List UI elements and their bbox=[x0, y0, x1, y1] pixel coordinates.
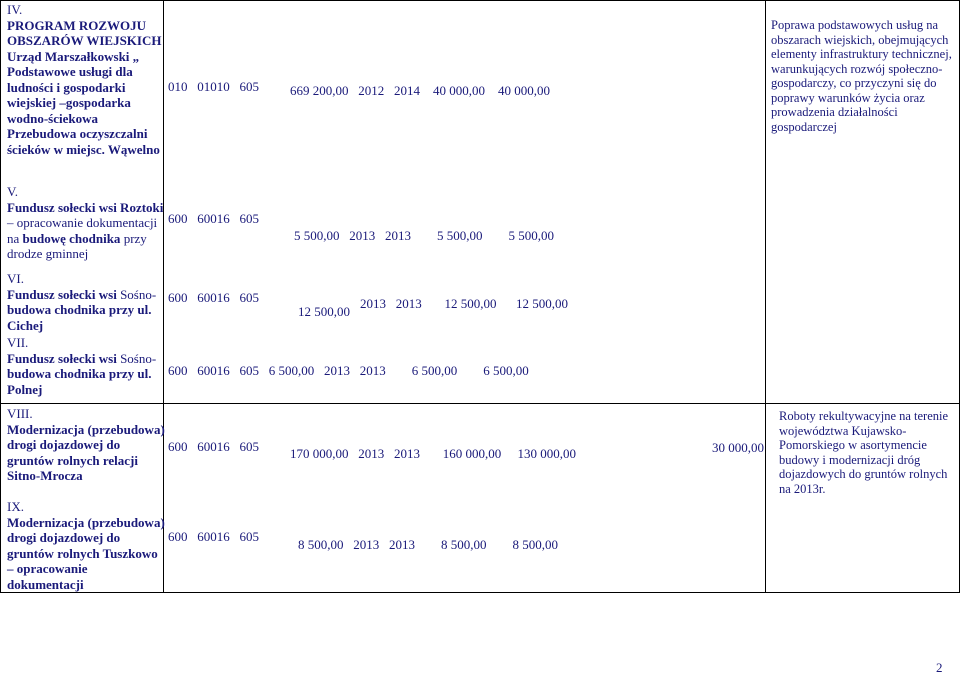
row-viii-kwota: 130 000,00 bbox=[517, 446, 576, 461]
project-iv-number: IV. bbox=[7, 2, 23, 17]
row-iv-koszt: 669 200,00 bbox=[290, 83, 349, 98]
row-ix-dzial: 600 bbox=[168, 529, 188, 544]
row-iv-limit: 40 000,00 bbox=[433, 83, 485, 98]
row-iv-od: 2012 bbox=[358, 83, 385, 98]
row-iv-do: 2014 bbox=[394, 83, 420, 98]
row-vi-dzial: 600 bbox=[168, 290, 188, 305]
project-viii bbox=[7, 406, 165, 484]
row-vii-koszt: 6 500,00 bbox=[268, 363, 315, 378]
row-vii-paragraf: 605 bbox=[239, 363, 259, 378]
row-vi-do: 2013 bbox=[395, 296, 422, 311]
row-v-dzial: 600 bbox=[168, 211, 188, 226]
row-v-koszt: 5 500,00 bbox=[294, 228, 340, 243]
project-vii-title-bold: Fundusz sołecki wsi bbox=[7, 350, 117, 366]
block2-description: Roboty rekultywacyjne na terenie województwa Kujawsko-Pomorskiego w asortymencie budowy i modernizacji dróg dojazdowych do gruntów rolnych na 2013r. bbox=[779, 409, 949, 496]
row-iv-paragraf: 605 bbox=[239, 79, 259, 94]
extra-amount: 30 000,00 bbox=[712, 440, 764, 455]
row-iv-rozdzial: 01010 bbox=[197, 79, 230, 94]
project-v-title-bold-1: Fundusz sołecki wsi Roztoki bbox=[7, 199, 164, 215]
row-ix-amounts bbox=[298, 537, 558, 553]
row-vii-line bbox=[168, 363, 529, 379]
row-iv-dzial: 010 bbox=[168, 79, 188, 94]
page-number: 2 bbox=[936, 660, 943, 675]
project-ix-number: IX. bbox=[7, 499, 24, 514]
row-viii-paragraf: 605 bbox=[239, 439, 259, 454]
row-v-amounts bbox=[294, 228, 554, 244]
row-vi-codes bbox=[168, 290, 259, 306]
row-vi-paragraf: 605 bbox=[239, 290, 259, 305]
project-v-title bbox=[7, 200, 165, 262]
row-viii-od: 2013 bbox=[358, 446, 385, 461]
row-viii-do: 2013 bbox=[394, 446, 420, 461]
row-iv-amounts bbox=[290, 83, 550, 99]
row-viii-codes bbox=[168, 439, 259, 455]
project-viii-title: Modernizacja (przebudowa) drogi dojazdowej do gruntów rolnych relacji Sitno-Mrocza bbox=[7, 421, 165, 483]
table-top-border bbox=[0, 0, 960, 1]
row-ix-codes bbox=[168, 529, 259, 545]
project-vi bbox=[7, 271, 165, 333]
project-iv bbox=[7, 2, 165, 157]
project-iv-title: PROGRAM ROZWOJU OBSZARÓW WIEJSKICH Urząd Marszałkowski „ Podstawowe usługi dla ludności i gospodarki wiejskiej –gospodarka wodno-ściekowa Przebudowa oczyszczalni ścieków w miejsc. Wąwelno bbox=[7, 17, 162, 157]
row-viii-rozdzial: 60016 bbox=[197, 439, 230, 454]
project-v bbox=[7, 184, 165, 262]
project-v-title-bold-2: budowę chodnika bbox=[22, 230, 121, 246]
row-vii-do: 2013 bbox=[359, 363, 386, 378]
project-vi-number: VI. bbox=[7, 271, 24, 286]
row-v-limit: 5 500,00 bbox=[437, 228, 483, 243]
row-v-rozdzial: 60016 bbox=[197, 211, 230, 226]
row-viii-koszt: 170 000,00 bbox=[290, 446, 349, 461]
project-v-number: V. bbox=[7, 184, 18, 199]
row-ix-paragraf: 605 bbox=[239, 529, 259, 544]
row-v-od: 2013 bbox=[349, 228, 376, 243]
project-vii-title-normal: Sośno- bbox=[116, 350, 157, 366]
row-vi-amounts bbox=[360, 296, 568, 312]
project-vii-title-rest: budowa chodnika przy ul. Polnej bbox=[7, 366, 152, 397]
project-vi-title-normal: Sośno- bbox=[116, 286, 157, 302]
row-vii-rozdzial: 60016 bbox=[197, 363, 230, 378]
row-iv-codes bbox=[168, 79, 259, 95]
row-vi-rozdzial: 60016 bbox=[197, 290, 230, 305]
project-vi-title-rest: budowa chodnika przy ul. Cichej bbox=[7, 302, 152, 333]
project-v-title-normal-2: przy drodze gminnej bbox=[7, 230, 147, 261]
column-divider-2 bbox=[765, 0, 766, 592]
table-bottom-border bbox=[0, 592, 960, 593]
row-iv-kwota: 40 000,00 bbox=[498, 83, 550, 98]
project-vi-title bbox=[7, 287, 165, 334]
row-viii-dzial: 600 bbox=[168, 439, 188, 454]
row-v-do: 2013 bbox=[385, 228, 411, 243]
row-vii-kwota: 6 500,00 bbox=[483, 363, 529, 378]
row-vii-od: 2013 bbox=[324, 363, 350, 378]
row-v-codes bbox=[168, 211, 259, 227]
project-ix bbox=[7, 499, 165, 592]
table-left-border bbox=[0, 0, 1, 592]
row-vii-limit: 6 500,00 bbox=[411, 363, 458, 378]
row-ix-rozdzial: 60016 bbox=[197, 529, 230, 544]
project-vii-number: VII. bbox=[7, 335, 29, 350]
row-v-kwota: 5 500,00 bbox=[508, 228, 554, 243]
row-vi-koszt: 12 500,00 bbox=[298, 304, 350, 319]
project-viii-number: VIII. bbox=[7, 406, 33, 421]
project-vi-title-bold: Fundusz sołecki wsi bbox=[7, 286, 117, 302]
row-vi-limit: 12 500,00 bbox=[444, 296, 497, 311]
project-v-title-normal-1: – opracowanie dokumentacji na bbox=[7, 215, 158, 246]
project-vii-title bbox=[7, 351, 165, 398]
row-viii-limit: 160 000,00 bbox=[442, 446, 502, 461]
project-ix-title: Modernizacja (przebudowa) drogi dojazdowej do gruntów rolnych Tuszkowo – opracowanie dokumentacji bbox=[7, 514, 165, 592]
block1-description: Poprawa podstawowych usług na obszarach wiejskich, obejmujących elementy infrastruktury technicznej, warunkujących rozwój społeczno-gospodarczy, co przyczyni się do poprawy warunków życia oraz prowadzenia działalności gospodarczej bbox=[771, 18, 952, 134]
row-ix-koszt: 8 500,00 bbox=[298, 537, 344, 552]
project-vii bbox=[7, 335, 165, 397]
row-v-paragraf: 605 bbox=[239, 211, 259, 226]
row-ix-kwota: 8 500,00 bbox=[512, 537, 558, 552]
row-vi-kwota: 12 500,00 bbox=[516, 296, 568, 311]
row-vi-od: 2013 bbox=[360, 296, 386, 311]
row-viii-amounts bbox=[290, 446, 576, 462]
row-ix-do: 2013 bbox=[389, 537, 415, 552]
row-ix-od: 2013 bbox=[353, 537, 380, 552]
row-vii-dzial: 600 bbox=[168, 363, 188, 378]
row-ix-limit: 8 500,00 bbox=[441, 537, 487, 552]
table-middle-border bbox=[0, 403, 960, 404]
